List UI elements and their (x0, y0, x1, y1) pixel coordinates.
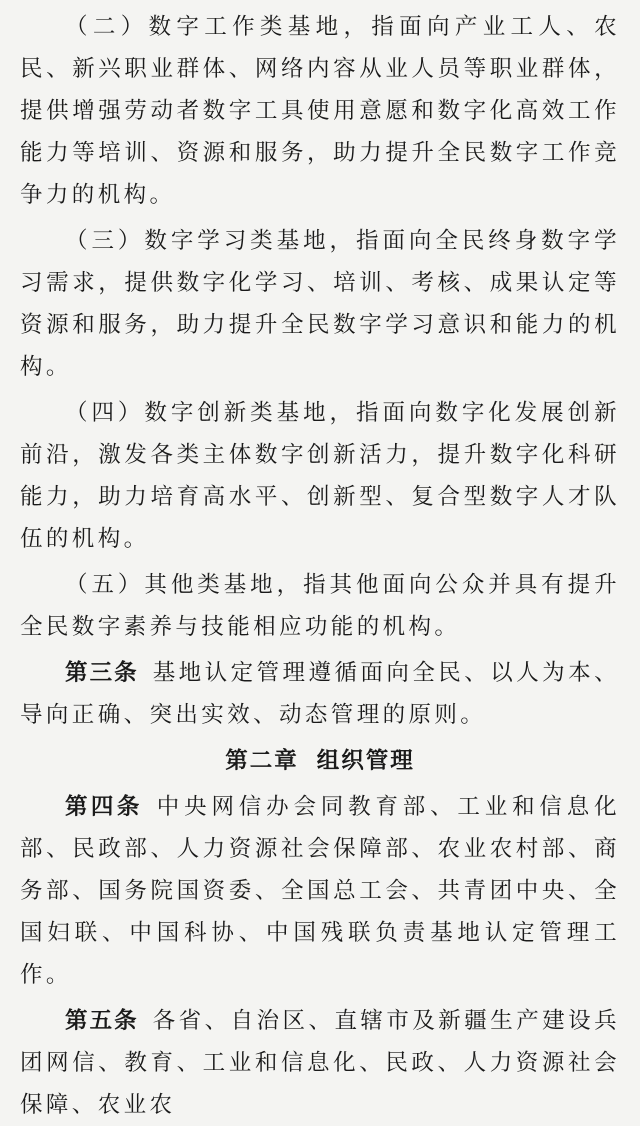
article-4-text: 中央网信办会同教育部、工业和信息化部、民政部、人力资源社会保障部、农业农村部、商务部、国务院国资委、全国总工会、共青团中央、全国妇联、中国科协、中国残联负责基地认定管理工作。 (20, 794, 620, 988)
article-4 (20, 786, 620, 996)
chapter-number: 第二章 (225, 748, 299, 774)
article-5-text: 各省、自治区、直辖市及新疆生产建设兵团网信、教育、工业和信息化、民政、人力资源社会保障、农业农 (20, 1008, 620, 1118)
article-4-label: 第四条 (65, 794, 143, 820)
paragraph-digital-work-base: （二）数字工作类基地，指面向产业工人、农民、新兴职业群体、网络内容从业人员等职业群体，提供增强劳动者数字工具使用意愿和数字化高效工作能力等培训、资源和服务，助力提升全民数字工作竞争力的机构。 (20, 14, 620, 208)
article-3 (20, 652, 620, 736)
article-5 (20, 1000, 620, 1126)
chapter-heading (20, 740, 620, 782)
article-3-label: 第三条 (65, 660, 139, 686)
chapter-title: 组织管理 (316, 748, 415, 774)
article-5-label: 第五条 (65, 1008, 139, 1034)
paragraph-digital-learning-base: （三）数字学习类基地，指面向全民终身数字学习需求，提供数字化学习、培训、考核、成果认定等资源和服务，助力提升全民数字学习意识和能力的机构。 (20, 228, 620, 380)
article-3-text: 基地认定管理遵循面向全民、以人为本、导向正确、突出实效、动态管理的原则。 (20, 660, 620, 728)
paragraph-digital-innovation-base: （四）数字创新类基地，指面向数字化发展创新前沿，激发各类主体数字创新活力，提升数字化科研能力，助力培育高水平、创新型、复合型数字人才队伍的机构。 (20, 400, 620, 552)
paragraph-other-base: （五）其他类基地，指其他面向公众并具有提升全民数字素养与技能相应功能的机构。 (20, 572, 620, 640)
